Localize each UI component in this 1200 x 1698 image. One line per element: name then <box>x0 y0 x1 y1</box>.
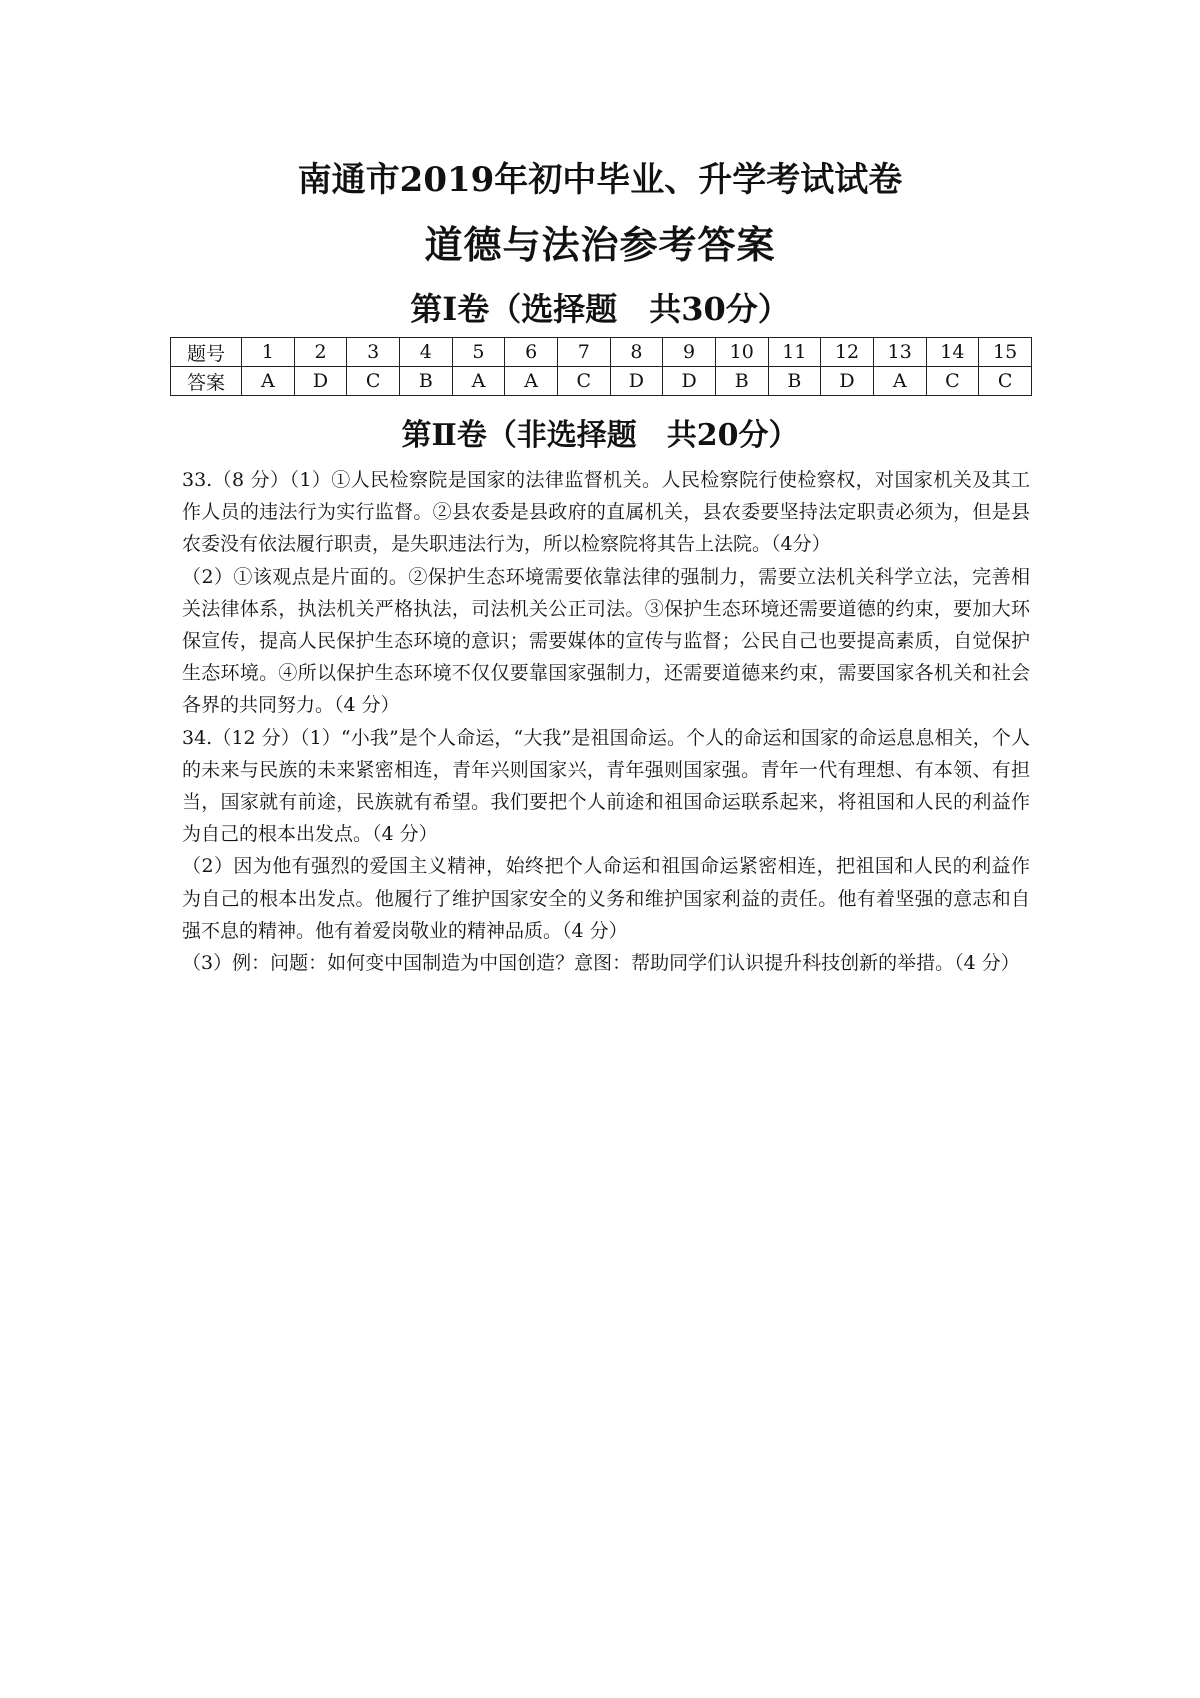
answer-label: 答案 <box>171 367 242 396</box>
question-number-row <box>171 338 1032 367</box>
answer-body <box>182 464 1030 979</box>
answer-cell: C <box>979 367 1032 396</box>
answer-paragraph: 34.（12 分）（1）“小我”是个人命运，“大我”是祖国命运。个人的命运和国家的命运息息相关，个人的未来与民族的未来紧密相连，青年兴则国家兴，青年强则国家强。青年一代有理想、有本领、有担当，国家就有前途，民族就有希望。我们要把个人前途和祖国命运联系起来，将祖国和人民的利益作为自己的根本出发点。（4 分） <box>182 726 1030 846</box>
answer-row <box>171 367 1032 396</box>
answer-cell: B <box>399 367 452 396</box>
question-number-cell: 13 <box>873 338 926 367</box>
answer-table <box>170 337 1032 396</box>
question-number-cell: 2 <box>294 338 347 367</box>
question-number-cell: 15 <box>979 338 1032 367</box>
question-number-cell: 11 <box>768 338 821 367</box>
answer-cell: C <box>557 367 610 396</box>
answer-paragraph: （3）例：问题：如何变中国制造为中国创造？意图：帮助同学们认识提升科技创新的举措。（4 分） <box>182 952 1020 975</box>
question-number-cell: 1 <box>242 338 295 367</box>
answer-cell: D <box>294 367 347 396</box>
answer-cell: D <box>610 367 663 396</box>
answer-cell: B <box>715 367 768 396</box>
question-number-cell: 6 <box>505 338 558 367</box>
question-number-cell: 5 <box>452 338 505 367</box>
answer-cell: A <box>505 367 558 396</box>
answer-cell: C <box>926 367 979 396</box>
question-number-cell: 14 <box>926 338 979 367</box>
answer-paragraph: （2）因为他有强烈的爱国主义精神，始终把个人命运和祖国命运紧密相连，把祖国和人民的利益作为自己的根本出发点。他履行了维护国家安全的义务和维护国家利益的责任。他有着坚强的意志和自强不息的精神。他有着爱岗敬业的精神品质。（4 分） <box>182 855 1030 942</box>
question-number-cell: 10 <box>715 338 768 367</box>
question-number-cell: 3 <box>347 338 400 367</box>
answer-cell: A <box>452 367 505 396</box>
exam-subtitle: 道德与法治参考答案 <box>424 222 776 267</box>
part2-heading: 第Ⅱ卷（非选择题 共20分） <box>401 418 799 453</box>
answer-cell: C <box>347 367 400 396</box>
answer-cell: A <box>242 367 295 396</box>
question-number-cell: 8 <box>610 338 663 367</box>
answer-paragraph: 33.（8 分）（1）①人民检察院是国家的法律监督机关。人民检察院行使检察权，对国家机关及其工作人员的违法行为实行监督。②县农委是县政府的直属机关，县农委要坚持法定职责必须为，但是县农委没有依法履行职责，是失职违法行为，所以检察院将其告上法院。（4分） <box>182 469 1030 556</box>
question-number-cell: 9 <box>663 338 716 367</box>
answer-cell: D <box>663 367 716 396</box>
part1-heading: 第Ⅰ卷（选择题 共30分） <box>410 290 790 328</box>
answer-cell: B <box>768 367 821 396</box>
exam-title: 南通市2019年初中毕业、升学考试试卷 <box>297 160 903 200</box>
question-number-label: 题号 <box>171 338 242 367</box>
question-number-cell: 7 <box>557 338 610 367</box>
question-number-cell: 12 <box>821 338 874 367</box>
answer-cell: A <box>873 367 926 396</box>
question-number-cell: 4 <box>399 338 452 367</box>
answer-paragraph: （2）①该观点是片面的。②保护生态环境需要依靠法律的强制力，需要立法机关科学立法，完善相关法律体系，执法机关严格执法，司法机关公正司法。③保护生态环境还需要道德的约束，要加大环保宣传，提高人民保护生态环境的意识；需要媒体的宣传与监督；公民自己也要提高素质，自觉保护生态环境。④所以保护生态环境不仅仅要靠国家强制力，还需要道德来约束，需要国家各机关和社会各界的共同努力。（4 分） <box>182 565 1030 717</box>
answer-cell: D <box>821 367 874 396</box>
